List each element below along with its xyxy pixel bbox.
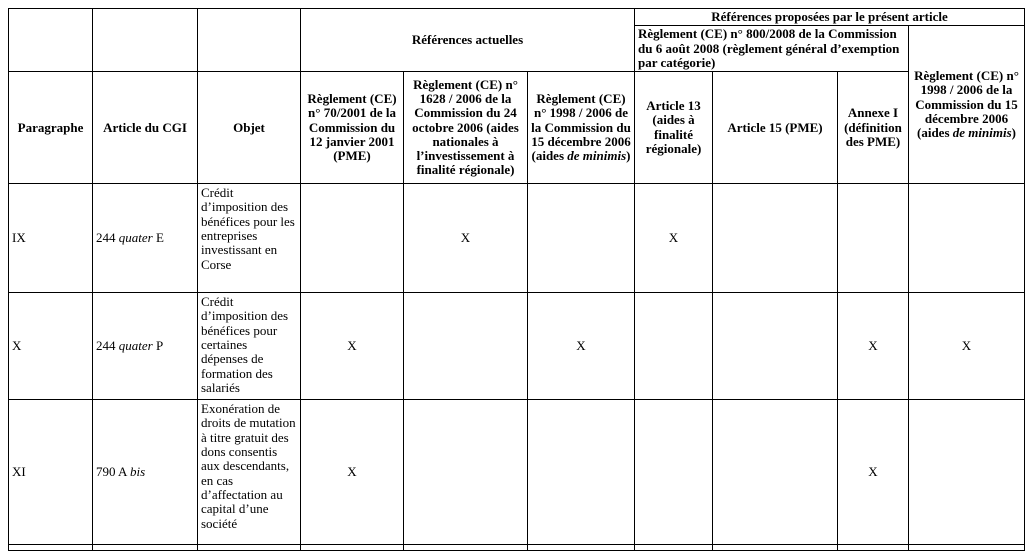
document-page (8, 8, 1025, 551)
mark-reg-70-2001 (301, 184, 404, 293)
article-prefix: 790 A (96, 464, 130, 480)
mark-reg-1998-2006 (528, 184, 635, 293)
header-reglement-800-2008: Règlement (CE) n° 800/2008 de la Commission du 6 août 2008 (règlement général d’exemption par catégorie) (635, 26, 909, 72)
mark-article-15 (713, 400, 838, 545)
header-col-reg-1998-2006 (528, 72, 635, 184)
cell-paragraphe: X (9, 293, 93, 400)
header-col-reg-1998-2006-right-italic: de minimis (952, 125, 1012, 141)
cell-objet: Exonération de droits de mutation à titre gratuit des dons consentis aux descendants, en cas d’affectation au capital d’une société (198, 400, 301, 545)
cell-article-cgi (93, 293, 198, 400)
mark-annexe-1 (838, 184, 909, 293)
mark-reg-70-2001: X (301, 293, 404, 400)
cutoff-cell (909, 545, 1025, 551)
cutoff-cell (838, 545, 909, 551)
header-col-reg-70-2001: Règlement (CE) n° 70/2001 de la Commission du 12 janvier 2001 (PME) (301, 72, 404, 184)
table-row-xi (9, 400, 1025, 545)
cutoff-cell (528, 545, 635, 551)
mark-reg-1628-2006: X (404, 184, 528, 293)
empty-header-cell-article-cgi (93, 9, 198, 72)
cutoff-cell (713, 545, 838, 551)
header-row-columns (9, 72, 1025, 184)
cutoff-cell (635, 545, 713, 551)
header-row-top (9, 9, 1025, 26)
article-italic: quater (118, 338, 153, 354)
article-prefix: 244 (96, 338, 119, 354)
article-prefix: 244 (96, 230, 119, 246)
header-references-actuelles: Références actuelles (301, 9, 635, 72)
header-col-objet: Objet (198, 72, 301, 184)
article-suffix: P (152, 338, 164, 354)
header-col-paragraphe: Paragraphe (9, 72, 93, 184)
mark-article-13: X (635, 184, 713, 293)
header-col-reg-1998-2006-right (909, 26, 1025, 184)
header-col-reg-1998-2006-italic: de minimis (567, 148, 627, 164)
header-col-article-cgi: Article du CGI (93, 72, 198, 184)
empty-header-cell-paragraphe (9, 9, 93, 72)
mark-reg-1998-2006-right: X (909, 293, 1025, 400)
article-italic: bis (129, 464, 146, 480)
article-suffix: E (152, 230, 164, 246)
mark-annexe-1: X (838, 293, 909, 400)
mark-annexe-1: X (838, 400, 909, 545)
cutoff-row (9, 545, 1025, 551)
table-row-x (9, 293, 1025, 400)
cell-objet: Crédit d’imposition des bénéfices pour les entreprises investissant en Corse (198, 184, 301, 293)
mark-reg-1998-2006-right (909, 184, 1025, 293)
cutoff-cell (93, 545, 198, 551)
header-references-proposees: Références proposées par le présent article (635, 9, 1025, 26)
header-col-article-13: Article 13 (aides à finalité régionale) (635, 72, 713, 184)
cell-article-cgi (93, 184, 198, 293)
cutoff-cell (198, 545, 301, 551)
header-col-article-15: Article 15 (PME) (713, 72, 838, 184)
cell-objet: Crédit d’imposition des bénéfices pour certaines dépenses de formation des salariés (198, 293, 301, 400)
cutoff-cell (9, 545, 93, 551)
header-col-annexe-1: Annexe I (définition des PME) (838, 72, 909, 184)
mark-article-13 (635, 400, 713, 545)
mark-reg-1998-2006: X (528, 293, 635, 400)
cutoff-cell (404, 545, 528, 551)
cell-paragraphe: XI (9, 400, 93, 545)
mark-article-15 (713, 293, 838, 400)
cutoff-cell (301, 545, 404, 551)
header-col-reg-1998-2006-close: ) (626, 148, 631, 164)
cell-article-cgi (93, 400, 198, 545)
mark-reg-1998-2006 (528, 400, 635, 545)
cell-paragraphe: IX (9, 184, 93, 293)
header-col-reg-1998-2006-right-close: ) (1011, 125, 1016, 141)
mark-reg-1628-2006 (404, 293, 528, 400)
mark-reg-1628-2006 (404, 400, 528, 545)
mark-article-15 (713, 184, 838, 293)
empty-header-cell-objet (198, 9, 301, 72)
references-table (8, 8, 1025, 551)
mark-reg-1998-2006-right (909, 400, 1025, 545)
header-col-reg-1628-2006: Règlement (CE) n° 1628 / 2006 de la Commission du 24 octobre 2006 (aides nationales à l’investissement à finalité régionale) (404, 72, 528, 184)
header-col-reg-1998-2006-right-text: Règlement (CE) n° 1998 / 2006 de la Commission du 15 décembre 2006 (aides (914, 68, 1019, 141)
table-row-ix (9, 184, 1025, 293)
header-col-reg-1998-2006-text: Règlement (CE) n° 1998 / 2006 de la Commission du 15 décembre 2006 (aides (531, 90, 631, 164)
article-italic: quater (118, 230, 153, 246)
mark-article-13 (635, 293, 713, 400)
mark-reg-70-2001: X (301, 400, 404, 545)
